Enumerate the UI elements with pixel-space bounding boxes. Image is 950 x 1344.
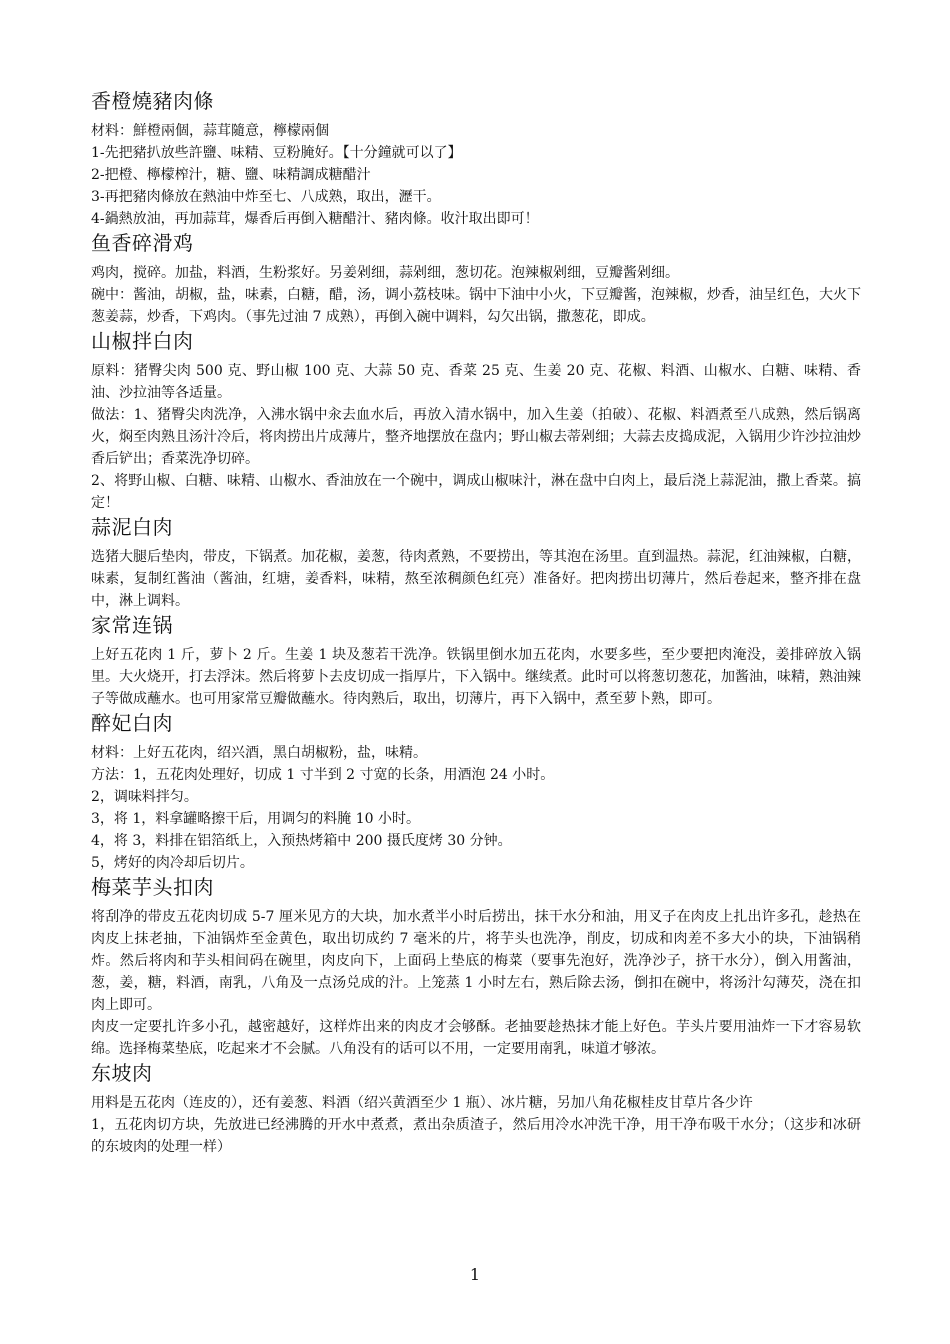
recipe-section [91,88,861,230]
recipe-title: 家常连锅 [91,613,173,637]
recipe-title: 梅菜芋头扣肉 [91,875,214,899]
recipe-paragraph: 用料是五花肉（连皮的），还有姜葱、料酒（绍兴黄酒至少 1 瓶）、冰片糖，另加八角花椒桂皮甘草片各少许 [91,1095,753,1111]
recipe-paragraph: 5，烤好的肉冷却后切片。 [91,855,254,871]
recipe-section [91,328,861,514]
recipe-paragraph: 原料：猪臀尖肉 500 克、野山椒 100 克、大蒜 50 克、香菜 25 克、生姜 20 克、花椒、料酒、山椒水、白糖、味精、香油、沙拉油等各适量。 [91,363,861,401]
recipe-section [91,710,861,874]
recipe-paragraph: 2，调味料拌匀。 [91,789,198,805]
recipe-paragraph: 方法：1，五花肉处理好，切成 1 寸半到 2 寸宽的长条，用酒泡 24 小时。 [91,767,555,783]
recipe-paragraph: 选猪大腿后垫肉，带皮，下锅煮。加花椒，姜葱，待肉煮熟，不要捞出，等其泡在汤里。直到温热。蒜泥，红油辣椒，白糖，味素，复制红酱油（酱油，红塘，姜香料，味精，熬至浓稠颜色红亮）准备好。把肉捞出切薄片，然后卷起来，整齐排在盘中，淋上调料。 [91,549,861,609]
recipe-paragraph: 材料：上好五花肉，绍兴酒，黑白胡椒粉，盐，味精。 [91,745,427,761]
recipe-paragraph: 2-把橙、檸檬榨汁，糖、鹽、味精調成糖醋汁 [91,167,371,183]
recipe-section [91,612,861,710]
recipe-paragraph: 上好五花肉 1 斤，萝卜 2 斤。生姜 1 块及葱若干洗净。铁锅里倒水加五花肉，水要多些，至少要把肉淹没，姜排碎放入锅里。大火烧开，打去浮沫。然后将萝卜去皮切成一指厚片，下入锅中。继续煮。此时可以将葱切葱花，加酱油，味精，熟油辣子等做成蘸水。也可用家常豆瓣做蘸水。待肉熟后，取出，切薄片，再下入锅中，煮至萝卜熟，即可。 [91,647,861,707]
recipe-title: 香橙燒豬肉條 [91,89,214,113]
recipe-section [91,874,861,1060]
recipe-paragraph: 3-再把豬肉條放在熱油中炸至七、八成熟，取出，瀝干。 [91,189,441,205]
recipe-section [91,1060,861,1158]
recipe-paragraph: 3，将 1，料拿罐略擦干后，用调匀的料腌 10 小时。 [91,811,420,827]
recipe-title: 山椒拌白肉 [91,329,194,353]
page-number: 1 [469,1265,481,1284]
recipe-paragraph: 做法：1、猪臀尖肉洗净，入沸水锅中汆去血水后，再放入清水锅中，加入生姜（拍破）、花椒、料酒煮至八成熟，然后锅离火，焖至肉熟且汤汁冷后，将肉捞出片成薄片，整齐地摆放在盘内；野山椒去蒂剁细；大蒜去皮捣成泥，入锅用少许沙拉油炒香后铲出；香菜洗净切碎。 [91,407,861,467]
recipe-paragraph: 鸡肉，搅碎。加盐，料酒，生粉浆好。另姜剁细，蒜剁细，葱切花。泡辣椒剁细，豆瓣酱剁细。 [91,265,679,281]
recipe-paragraph: 2、将野山椒、白糖、味精、山椒水、香油放在一个碗中，调成山椒味汁，淋在盘中白肉上，最后浇上蒜泥油，撒上香菜。搞定！ [91,473,861,511]
recipe-section [91,230,861,328]
recipe-paragraph: 1，五花肉切方块，先放进已经沸腾的开水中煮煮，煮出杂质渣子，然后用冷水冲洗干净，用干净布吸干水分；（这步和冰研的东坡肉的处理一样） [91,1117,861,1155]
recipe-paragraph: 材料：鮮橙兩個，蒜茸隨意，檸檬兩個 [91,123,329,139]
recipe-paragraph: 碗中：酱油，胡椒，盐，味素，白糖，醋，汤，调小荔枝味。锅中下油中小火，下豆瓣酱，泡辣椒，炒香，油呈红色，大火下葱姜蒜，炒香，下鸡肉。（事先过油 7 成熟），再倒入碗中调料，勾欠出锅，撒葱花，即成。 [91,287,861,325]
recipe-title: 醉妃白肉 [91,711,173,735]
recipe-list [91,88,861,1158]
recipe-section [91,514,861,612]
recipe-paragraph: 1-先把豬扒放些許鹽、味精、豆粉腌好。【十分鐘就可以了】 [91,145,462,161]
recipe-paragraph: 将刮净的带皮五花肉切成 5-7 厘米见方的大块，加水煮半小时后捞出，抹干水分和油，用叉子在肉皮上扎出许多孔，趁热在肉皮上抹老抽，下油锅炸至金黄色，取出切成约 7 毫米的片，将芋头也洗净，削皮，切成和肉差不多大小的块，下油锅稍炸。然后将肉和芋头相间码在碗里，肉皮向下，上面码上垫底的梅菜（要事先泡好，洗净沙子，挤干水分），倒入用酱油，葱，姜，糖，料酒，南乳，八角及一点汤兑成的汁。上笼蒸 1 小时左右，熟后除去汤，倒扣在碗中，将汤汁勾薄芡，浇在扣肉上即可。 [91,909,861,1013]
recipe-paragraph: 肉皮一定要扎许多小孔，越密越好，这样炸出来的肉皮才会够酥。老抽要趁热抹才能上好色。芋头片要用油炸一下才容易软绵。选择梅菜垫底，吃起来才不会腻。八角没有的话可以不用，一定要用南乳，味道才够浓。 [91,1019,861,1057]
recipe-paragraph: 4-鍋熱放油，再加蒜茸，爆香后再倒入糖醋汁、豬肉條。收汁取出即可！ [91,211,539,227]
recipe-title: 东坡肉 [91,1061,153,1085]
recipe-paragraph: 4，将 3，料排在铝箔纸上，入预热烤箱中 200 摄氏度烤 30 分钟。 [91,833,512,849]
recipe-title: 蒜泥白肉 [91,515,173,539]
recipe-title: 鱼香碎滑鸡 [91,231,194,255]
